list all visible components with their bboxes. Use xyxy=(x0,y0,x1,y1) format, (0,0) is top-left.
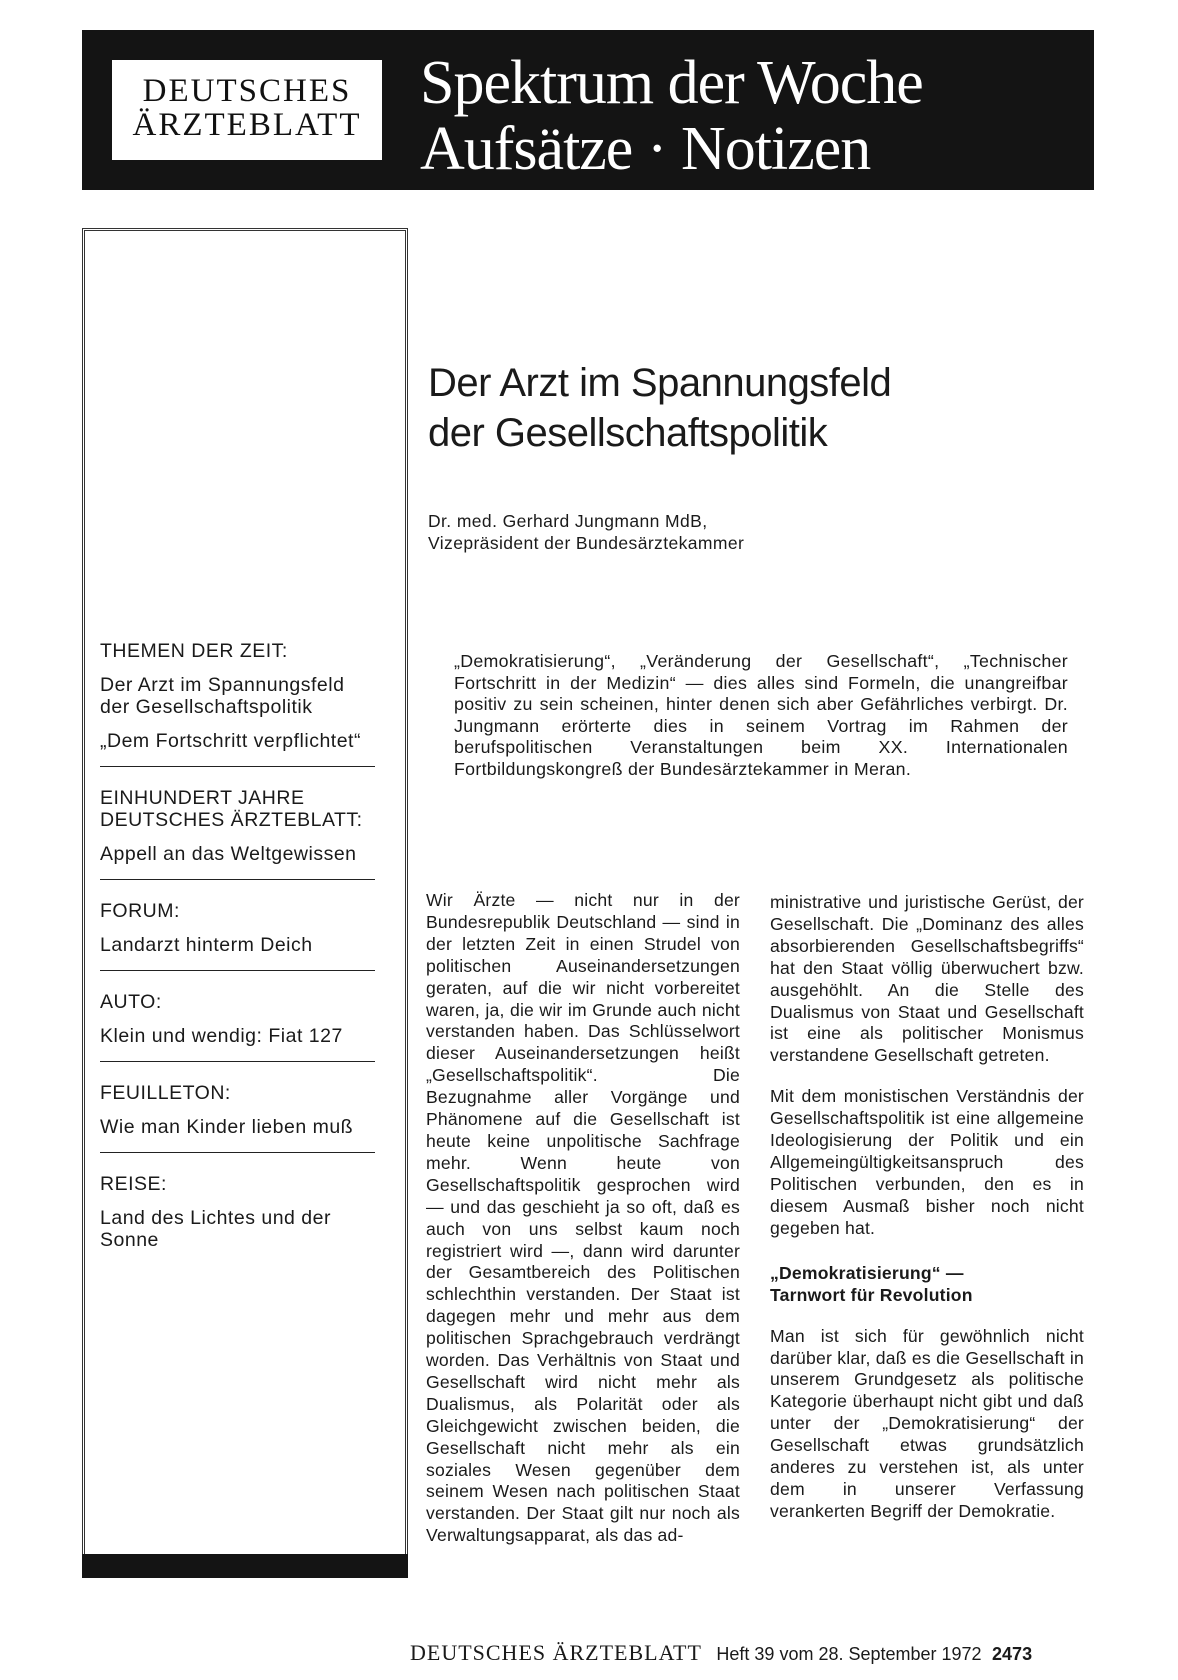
sidebar-topic xyxy=(100,1173,375,1251)
subheading-line-2: Tarnwort für Revolution xyxy=(770,1284,973,1305)
topic-heading: REISE: xyxy=(100,1173,167,1195)
sidebar-bottom-bar xyxy=(82,1554,408,1578)
divider xyxy=(100,766,375,767)
body-column-2 xyxy=(770,892,1084,1523)
divider xyxy=(100,1152,375,1153)
article-title-line-2: der Gesellschaftspolitik xyxy=(428,411,828,455)
body-paragraph: ministrative und juristische Gerüst, der Gesellschaft. Die „Dominanz des alles absorbierenden Gesellschaftsbegriffs“ hat den Staat völlig überwuchert bzw. ausgehöhlt. An die Stelle des Dualismus von Staat und Gesellschaft ist eine als politischer Monismus verstandene Gesellschaft getreten. xyxy=(770,892,1084,1066)
divider xyxy=(100,879,375,880)
section-title-line-1: Spektrum der Woche xyxy=(420,49,923,117)
topic-item[interactable]: Wie man Kinder lieben muß xyxy=(100,1116,354,1138)
section-title-line-2: Aufsätze · Notizen xyxy=(420,115,871,183)
body-paragraph: Man ist sich für gewöhnlich nicht darüber klar, daß es die Gesellschaft in unserem Grundgesetz als politische Kategorie überhaupt nicht gibt und daß unter der „Demokratisierung“ der Gesellschaft etwas grundsätzlich anderes zu verstehen ist, als unter dem in unserer Verfassung verankerten Begriff der Demokratie. xyxy=(770,1325,1084,1521)
topic-heading: AUTO: xyxy=(100,991,162,1013)
author-byline xyxy=(428,510,744,554)
sidebar-topic xyxy=(100,900,375,956)
publication-logo xyxy=(112,60,382,160)
sidebar-contents xyxy=(100,640,375,1263)
section-subheading xyxy=(770,1262,1084,1306)
body-column-1 xyxy=(426,890,740,1547)
topic-heading: THEMEN DER ZEIT: xyxy=(100,640,288,662)
sidebar-topic xyxy=(100,991,375,1047)
article-title xyxy=(428,358,891,458)
topic-heading: EINHUNDERT JAHRE DEUTSCHES ÄRZTEBLATT: xyxy=(100,787,363,831)
subheading-line-1: „Demokratisierung“ — xyxy=(770,1262,964,1283)
article-title-line-1: Der Arzt im Spannungsfeld xyxy=(428,361,892,405)
topic-item[interactable]: Land des Lichtes und der Sonne xyxy=(100,1207,331,1251)
footer-publication: DEUTSCHES ÄRZTEBLATT xyxy=(410,1640,702,1665)
page-number: 2473 xyxy=(992,1644,1033,1664)
topic-item[interactable]: Landarzt hinterm Deich xyxy=(100,934,313,956)
topic-heading: FEUILLETON: xyxy=(100,1082,231,1104)
article-lead: „Demokratisierung“, „Veränderung der Gesellschaft“, „Technischer Fortschritt in der Medizin“ — dies alles sind Formeln, die unangreifbar positiv zu sein scheinen, hinter denen sich aber Gefährliches verbirgt. Dr. Jungmann erörterte dies in seinem Vortrag im Rahmen der berufspolitischen Veranstaltungen beim XX. Internationalen Fortbildungskongreß der Bundesärztekammer in Meran. xyxy=(454,651,1068,779)
logo-line-2: ÄRZTEBLATT xyxy=(132,107,362,143)
author-name: Dr. med. Gerhard Jungmann MdB, xyxy=(428,511,708,531)
body-paragraph: Mit dem monistischen Verständnis der Gesellschaftspolitik ist eine allgemeine Ideologisierung der Politik und ein Allgemeingültigkeitsanspruch des Politischen verbunden, den es in diesem Ausmaß bisher noch nicht gegeben hat. xyxy=(770,1086,1084,1238)
sidebar-topic xyxy=(100,787,375,865)
divider xyxy=(100,1061,375,1062)
topic-item[interactable]: Klein und wendig: Fiat 127 xyxy=(100,1025,343,1047)
body-paragraph: Wir Ärzte — nicht nur in der Bundesrepublik Deutschland — sind in der letzten Zeit in einen Strudel von politischen Auseinandersetzungen geraten, auf die wir nicht vorbereitet waren, ja, die wir im Grunde auch nicht verstanden haben. Das Schlüsselwort dieser Auseinandersetzungen heißt „Gesellschaftspolitik“. Die Bezugnahme aller Vorgänge und Phänomene auf die Gesellschaft ist heute keine unpolitische Sachfrage mehr. Wenn heute von Gesellschaftspolitik gesprochen wird — und das geschieht ja so oft, daß es auch von uns selbst kaum noch registriert wird —, dann wird darunter der Gesamtbereich des Politischen schlechthin verstanden. Der Staat ist dagegen mehr und mehr aus dem politischen Sprachgebrauch verdrängt worden. Das Verhältnis von Staat und Gesellschaft wird nicht mehr als Dualismus, als Polarität oder als Gleichgewicht zwischen beiden, die Gesellschaft nicht mehr als ein soziales Wesen gegenüber dem seinem Wesen nach politischen Staat verstanden. Der Staat gilt nur noch als Verwaltungsapparat, als das ad- xyxy=(426,890,740,1546)
header-banner xyxy=(82,30,1094,190)
topic-item[interactable]: Appell an das Weltgewissen xyxy=(100,843,357,865)
section-title xyxy=(420,50,923,182)
topic-item[interactable]: „Dem Fortschritt verpflichtet“ xyxy=(100,730,361,752)
topic-item[interactable]: Der Arzt im Spannungsfeld der Gesellschaftspolitik xyxy=(100,674,345,718)
footer-issue: Heft 39 vom 28. September 1972 xyxy=(716,1644,982,1664)
sidebar-topic xyxy=(100,1082,375,1138)
sidebar-topic xyxy=(100,640,375,752)
page-footer xyxy=(410,1640,1032,1666)
divider xyxy=(100,970,375,971)
author-role: Vizepräsident der Bundesärztekammer xyxy=(428,533,745,553)
logo-line-1: DEUTSCHES xyxy=(142,73,352,109)
topic-heading: FORUM: xyxy=(100,900,180,922)
